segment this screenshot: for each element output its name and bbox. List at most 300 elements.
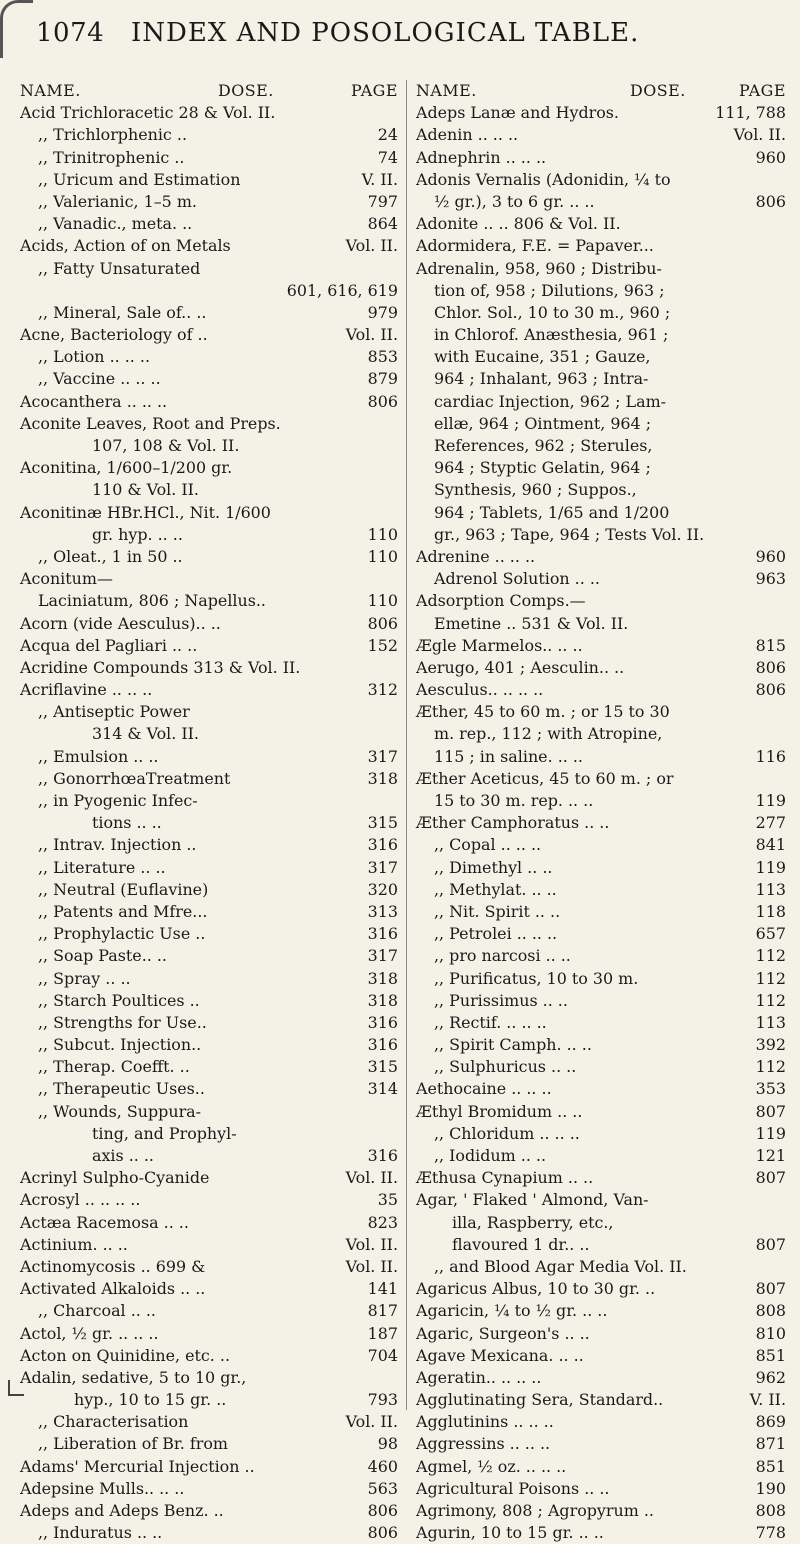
heading-page: PAGE	[350, 81, 398, 100]
entry-text: ,, Petrolei .. .. ..	[434, 924, 558, 944]
index-entry	[416, 1189, 786, 1211]
entry-text: 314 & Vol. II.	[92, 724, 199, 744]
entry-page: 119	[755, 791, 786, 810]
entry-page: 807	[755, 1168, 786, 1188]
index-entry	[20, 368, 398, 390]
index-entry	[20, 679, 398, 701]
index-entry	[20, 1101, 398, 1123]
index-entry	[416, 968, 786, 990]
index-entry	[416, 590, 786, 612]
entry-page: 110	[367, 591, 398, 611]
entry-text: Æther Camphoratus .. ..	[416, 813, 610, 833]
entry-text: ,, Starch Poultices ..	[38, 990, 200, 1010]
index-entry	[416, 324, 786, 346]
entry-page: 704	[367, 1345, 398, 1365]
entry-page: 111, 788	[715, 103, 786, 123]
entry-text: illa, Raspberry, etc.,	[452, 1212, 614, 1232]
index-entry	[20, 857, 398, 879]
left-entries	[20, 102, 398, 1544]
index-entry	[416, 879, 786, 901]
entry-page: 110	[367, 524, 398, 544]
index-entry	[416, 834, 786, 856]
index-entry	[20, 435, 398, 457]
index-entry	[20, 1189, 398, 1211]
entry-text: ,, Nit. Spirit .. ..	[434, 901, 561, 921]
entry-text: Agricultural Poisons .. ..	[416, 1478, 610, 1498]
entry-text: Actinomycosis .. 699 &	[20, 1256, 206, 1276]
entry-text: ,, Lotion .. .. ..	[38, 347, 151, 367]
entry-text: ,, Neutral (Euflavine)	[38, 879, 209, 899]
entry-page: Vol. II.	[345, 1168, 398, 1188]
index-entry	[20, 1056, 398, 1078]
index-entry	[20, 1278, 398, 1300]
entry-text: Æthusa Cynapium .. ..	[416, 1168, 594, 1188]
entry-text: Aconitinæ HBr.HCl., Nit. 1/600	[20, 502, 271, 522]
entry-text: Agar, ' Flaked ' Almond, Van-	[416, 1190, 649, 1210]
entry-page: 960	[755, 147, 786, 167]
entry-page: 316	[367, 1012, 398, 1032]
index-entry	[416, 280, 786, 302]
index-entry	[416, 258, 786, 280]
entry-text: Ægle Marmelos.. .. ..	[416, 635, 583, 655]
entry-text: ,, Spray .. ..	[38, 968, 131, 988]
entry-page: 24	[377, 125, 398, 145]
entry-page: 316	[367, 1146, 398, 1165]
index-entry	[20, 502, 398, 524]
entry-page: Vol. II.	[345, 1234, 398, 1254]
entry-text: Aggressins .. .. ..	[416, 1434, 551, 1454]
entry-text: ,, Uricum and Estimation	[38, 169, 241, 189]
index-entry	[20, 1367, 398, 1389]
entry-text: Acrosyl .. .. .. ..	[20, 1190, 141, 1210]
page-corner-mark-bottom	[8, 1380, 24, 1396]
entry-page: 318	[367, 968, 398, 988]
index-entry	[20, 1522, 398, 1544]
entry-text: Synthesis, 960 ; Suppos.,	[434, 480, 637, 500]
entry-text: ,, Trinitrophenic ..	[38, 147, 185, 167]
index-entry	[416, 635, 786, 657]
index-entry	[416, 546, 786, 568]
index-entry	[416, 169, 786, 191]
index-entry	[20, 1345, 398, 1367]
entry-text: 107, 108 & Vol. II.	[92, 436, 240, 455]
entry-page: 315	[367, 1057, 398, 1077]
entry-text: tion of, 958 ; Dilutions, 963 ;	[434, 280, 665, 300]
entry-text: ,, Patents and Mfre...	[38, 901, 208, 921]
entry-page: 320	[367, 879, 398, 899]
entry-text: gr. hyp. .. ..	[92, 524, 183, 544]
entry-text: ½ gr.), 3 to 6 gr. .. ..	[434, 191, 595, 211]
entry-text: 110 & Vol. II.	[92, 480, 199, 500]
index-entry	[20, 879, 398, 901]
entry-page: 806	[755, 680, 786, 700]
entry-text: Agaric, Surgeon's .. ..	[416, 1323, 590, 1343]
index-entry	[20, 1078, 398, 1100]
index-entry	[20, 147, 398, 169]
index-entry	[20, 590, 398, 612]
index-entry	[20, 1389, 398, 1411]
entry-page: 815	[755, 635, 786, 655]
index-entry	[20, 701, 398, 723]
entry-text: ,, Wounds, Suppura-	[38, 1101, 202, 1121]
entry-page: 316	[367, 924, 398, 944]
entry-text: Adrenol Solution .. ..	[434, 569, 600, 589]
entry-page: V. II.	[749, 1390, 786, 1410]
index-entry	[416, 1478, 786, 1500]
entry-page: 962	[755, 1367, 786, 1387]
entry-text: Æther, 45 to 60 m. ; or 15 to 30	[416, 702, 670, 722]
index-entry	[20, 746, 398, 768]
index-entry	[416, 1256, 786, 1278]
index-entry	[416, 945, 786, 967]
left-column-headings	[20, 80, 398, 102]
entry-page: 864	[367, 214, 398, 234]
entry-page: 113	[755, 879, 786, 899]
entry-text: Adrenine .. .. ..	[416, 546, 536, 566]
entry-page: Vol. II.	[345, 1256, 398, 1276]
entry-text: Aesculus.. .. .. ..	[416, 680, 544, 700]
entry-text: Actinium. .. ..	[20, 1234, 128, 1254]
entry-page: 460	[367, 1456, 398, 1476]
heading-page: PAGE	[738, 81, 786, 100]
entry-page: 98	[377, 1434, 398, 1454]
entry-page: 315	[367, 813, 398, 833]
entry-page: 112	[755, 990, 786, 1010]
index-entry	[20, 768, 398, 790]
entry-text: Acid Trichloracetic 28 & Vol. II.	[20, 103, 276, 123]
index-entry	[20, 1212, 398, 1234]
index-entry	[416, 1101, 786, 1123]
heading-name: NAME.	[416, 81, 477, 100]
entry-page: 979	[367, 302, 398, 322]
entry-page: 807	[755, 1279, 786, 1299]
entry-text: ,, Charcoal .. ..	[38, 1301, 156, 1321]
index-entry	[416, 1167, 786, 1189]
entry-page: 807	[755, 1101, 786, 1121]
entry-page: 806	[755, 191, 786, 211]
entry-text: Acqua del Pagliari .. ..	[20, 635, 198, 655]
entry-text: Adams' Mercurial Injection ..	[20, 1456, 255, 1476]
entry-text: Chlor. Sol., 10 to 30 m., 960 ;	[434, 302, 671, 322]
entry-text: References, 962 ; Sterules,	[434, 436, 653, 455]
entry-page: 806	[367, 613, 398, 633]
index-entry	[416, 524, 786, 546]
index-entry	[416, 1389, 786, 1411]
entry-page: Vol. II.	[345, 236, 398, 256]
entry-page: 817	[367, 1301, 398, 1321]
index-entry	[416, 1145, 786, 1167]
entry-page: 793	[367, 1390, 398, 1410]
index-entry	[416, 302, 786, 324]
entry-text: Adeps Lanæ and Hydros.	[416, 103, 619, 123]
entry-text: 115 ; in saline. .. ..	[434, 746, 583, 766]
page-title: INDEX AND POSOLOGICAL TABLE.	[131, 18, 640, 48]
index-entry	[416, 1212, 786, 1234]
index-entry	[20, 524, 398, 546]
entry-page: 317	[367, 946, 398, 966]
index-entry	[20, 990, 398, 1012]
entry-text: ,, and Blood Agar Media Vol. II.	[434, 1256, 687, 1276]
left-column	[20, 80, 398, 1544]
entry-page: 187	[367, 1323, 398, 1343]
index-entry	[416, 901, 786, 923]
entry-page: 317	[367, 746, 398, 766]
entry-text: Actol, ½ gr. .. .. ..	[20, 1323, 159, 1343]
entry-page: 807	[755, 1234, 786, 1254]
index-entry	[20, 169, 398, 191]
index-entry	[20, 1500, 398, 1522]
index-entry	[20, 302, 398, 324]
entry-page: 851	[755, 1456, 786, 1476]
entry-text: Adeps and Adeps Benz. ..	[20, 1501, 224, 1520]
entry-page: Vol. II.	[345, 1412, 398, 1432]
index-entry	[20, 346, 398, 368]
entry-page: 35	[377, 1190, 398, 1210]
index-entry	[20, 102, 398, 124]
index-entry	[20, 280, 398, 302]
entry-page: 392	[755, 1035, 786, 1055]
index-entry	[416, 213, 786, 235]
entry-page: 318	[367, 990, 398, 1010]
entry-text: ,, Strengths for Use..	[38, 1012, 207, 1032]
entry-text: ,, Subcut. Injection..	[38, 1035, 202, 1055]
entry-text: Agrimony, 808 ; Agropyrum ..	[416, 1501, 654, 1520]
entry-text: Acton on Quinidine, etc. ..	[20, 1345, 231, 1365]
entry-text: ,, Antiseptic Power	[38, 702, 190, 722]
entry-text: cardiac Injection, 962 ; Lam-	[434, 391, 667, 411]
entry-page: 316	[367, 1035, 398, 1055]
entry-page: 112	[755, 968, 786, 988]
entry-text: Acocanthera .. .. ..	[20, 391, 168, 411]
entry-text: gr., 963 ; Tape, 964 ; Tests Vol. II.	[434, 524, 705, 544]
index-entry	[416, 235, 786, 257]
index-entry	[20, 1234, 398, 1256]
entry-text: ,, Rectif. .. .. ..	[434, 1012, 547, 1032]
index-entry	[416, 679, 786, 701]
entry-text: Ageratin.. .. .. ..	[416, 1367, 542, 1387]
index-entry	[20, 1300, 398, 1322]
entry-text: Agave Mexicana. .. ..	[416, 1345, 584, 1365]
entry-text: flavoured 1 dr.. ..	[452, 1234, 590, 1254]
entry-page: 141	[367, 1279, 398, 1299]
entry-text: ,, Vanadic., meta. ..	[38, 214, 193, 234]
entry-text: 601, 616, 619	[286, 280, 398, 300]
index-entry	[416, 191, 786, 213]
heading-dose: DOSE.	[629, 81, 686, 100]
entry-text: ,, Trichlorphenic ..	[38, 125, 187, 145]
entry-text: ,, Sulphuricus .. ..	[434, 1057, 577, 1077]
entry-text: Aethocaine .. .. ..	[416, 1079, 552, 1099]
index-entry	[20, 1456, 398, 1478]
entry-text: ,, Valerianic, 1–5 m.	[38, 191, 197, 211]
entry-text: m. rep., 112 ; with Atropine,	[434, 724, 663, 744]
entry-text: ,, Dimethyl .. ..	[434, 857, 553, 877]
index-entry	[416, 657, 786, 679]
entry-page: 118	[755, 901, 786, 921]
entry-text: axis .. ..	[92, 1146, 154, 1165]
entry-text: Actæa Racemosa .. ..	[20, 1212, 189, 1232]
entry-text: Laciniatum, 806 ; Napellus..	[38, 591, 266, 611]
entry-text: ,, Oleat., 1 in 50 ..	[38, 546, 183, 566]
index-entry	[416, 812, 786, 834]
entry-page: 871	[755, 1434, 786, 1454]
index-entry	[20, 1034, 398, 1056]
entry-page: 112	[755, 946, 786, 966]
entry-text: ,, Methylat. .. ..	[434, 879, 557, 899]
entry-text: hyp., 10 to 15 gr. ..	[74, 1390, 227, 1410]
entry-text: Agmel, ½ oz. .. .. ..	[416, 1456, 567, 1476]
entry-text: ,, Literature .. ..	[38, 857, 166, 877]
index-entry	[416, 124, 786, 146]
index-entry	[416, 1300, 786, 1322]
entry-text: Acids, Action of on Metals	[20, 236, 231, 256]
entry-text: ,, Purificatus, 10 to 30 m.	[434, 968, 639, 988]
entry-page: 808	[755, 1501, 786, 1520]
index-entry	[20, 723, 398, 745]
entry-text: with Eucaine, 351 ; Gauze,	[434, 347, 651, 367]
index-entry	[20, 324, 398, 346]
index-entry	[20, 613, 398, 635]
entry-text: Agurin, 10 to 15 gr. .. ..	[416, 1523, 604, 1543]
entry-page: 797	[367, 191, 398, 211]
entry-text: Adormidera, F.E. = Papaver...	[416, 236, 654, 256]
right-entries	[416, 102, 786, 1544]
index-entry	[416, 435, 786, 457]
entry-text: Aconitum—	[20, 569, 113, 589]
column-divider	[406, 80, 407, 1410]
entry-text: 15 to 30 m. rep. .. ..	[434, 791, 594, 810]
index-entry	[416, 147, 786, 169]
entry-text: Æthyl Bromidum .. ..	[416, 1101, 583, 1121]
entry-text: 964 ; Tablets, 1/65 and 1/200	[434, 502, 670, 522]
index-entry	[416, 1500, 786, 1522]
index-entry	[20, 258, 398, 280]
index-entry	[20, 413, 398, 435]
entry-page: 806	[367, 1523, 398, 1543]
index-entry	[20, 1123, 398, 1145]
index-entry	[416, 1323, 786, 1345]
index-entry	[20, 1411, 398, 1433]
entry-page: 853	[367, 347, 398, 367]
entry-page: 312	[367, 680, 398, 700]
entry-text: ,, Mineral, Sale of.. ..	[38, 302, 207, 322]
entry-text: ,, Spirit Camph. .. ..	[434, 1035, 592, 1055]
entry-page: 318	[367, 768, 398, 788]
index-entry	[416, 457, 786, 479]
entry-text: ,, Therap. Coefft. ..	[38, 1057, 190, 1077]
page-header	[36, 18, 776, 52]
entry-text: Acorn (vide Aesculus).. ..	[20, 613, 221, 633]
entry-text: Adrenalin, 958, 960 ; Distribu-	[416, 258, 662, 278]
index-entry	[20, 901, 398, 923]
entry-text: ,, Characterisation	[38, 1412, 189, 1432]
index-entry	[20, 1167, 398, 1189]
entry-text: ellæ, 964 ; Ointment, 964 ;	[434, 413, 652, 433]
index-entry	[20, 1433, 398, 1455]
entry-text: Agaricus Albus, 10 to 30 gr. ..	[416, 1279, 656, 1299]
index-entry	[416, 613, 786, 635]
page-number: 1074	[36, 18, 105, 48]
index-entry	[20, 945, 398, 967]
entry-page: 960	[755, 546, 786, 566]
entry-page: 112	[755, 1057, 786, 1077]
entry-text: ,, in Pyogenic Infec-	[38, 791, 198, 810]
entry-text: Activated Alkaloids .. ..	[20, 1279, 206, 1299]
index-entry	[416, 391, 786, 413]
heading-dose: DOSE.	[217, 81, 274, 100]
entry-page: 823	[367, 1212, 398, 1232]
index-entry	[416, 1078, 786, 1100]
index-entry	[416, 1345, 786, 1367]
entry-text: Adepsine Mulls.. .. ..	[20, 1478, 185, 1498]
entry-page: 869	[755, 1412, 786, 1432]
entry-page: 121	[755, 1146, 786, 1165]
index-entry	[416, 346, 786, 368]
index-entry	[20, 968, 398, 990]
index-entry	[416, 502, 786, 524]
index-entry	[20, 834, 398, 856]
index-entry	[416, 1234, 786, 1256]
index-entry	[20, 1323, 398, 1345]
entry-page: 806	[755, 657, 786, 677]
index-entry	[416, 1411, 786, 1433]
entry-page: 317	[367, 857, 398, 877]
entry-text: Æther Aceticus, 45 to 60 m. ; or	[416, 768, 674, 788]
entry-text: ,, Fatty Unsaturated	[38, 258, 201, 278]
entry-page: V. II.	[361, 169, 398, 189]
entry-text: Adonis Vernalis (Adonidin, ¼ to	[416, 169, 671, 189]
entry-text: ting, and Prophyl-	[92, 1123, 237, 1143]
index-entry	[20, 1256, 398, 1278]
index-entry	[20, 1478, 398, 1500]
entry-text: ,, pro narcosi .. ..	[434, 946, 571, 966]
index-entry	[20, 790, 398, 812]
index-entry	[416, 1034, 786, 1056]
entry-page: 152	[367, 635, 398, 655]
entry-page: 277	[755, 813, 786, 833]
entry-page: 313	[367, 901, 398, 921]
index-entry	[416, 568, 786, 590]
entry-text: ,, Iodidum .. ..	[434, 1146, 547, 1165]
index-entry	[416, 923, 786, 945]
entry-text: 964 ; Styptic Gelatin, 964 ;	[434, 458, 651, 478]
index-entry	[416, 479, 786, 501]
entry-page: 806	[367, 391, 398, 411]
index-entry	[416, 768, 786, 790]
entry-text: Adnephrin .. .. ..	[416, 147, 547, 167]
index-entry	[416, 723, 786, 745]
index-entry	[416, 1433, 786, 1455]
entry-text: tions .. ..	[92, 813, 162, 833]
entry-page: 563	[367, 1478, 398, 1498]
heading-name: NAME.	[20, 81, 81, 100]
index-entry	[20, 1145, 398, 1167]
index-entry	[416, 1522, 786, 1544]
entry-text: ,, Chloridum .. .. ..	[434, 1123, 580, 1143]
entry-page: 879	[367, 369, 398, 389]
entry-text: ,, GonorrhœaTreatment	[38, 768, 231, 788]
index-entry	[20, 568, 398, 590]
index-entry	[20, 1012, 398, 1034]
index-entry	[20, 191, 398, 213]
entry-page: 110	[367, 546, 398, 566]
entry-text: ,, Vaccine .. .. ..	[38, 369, 161, 389]
index-entry	[416, 1278, 786, 1300]
index-entry	[20, 635, 398, 657]
entry-page: 810	[755, 1323, 786, 1343]
entry-text: Acrinyl Sulpho-Cyanide	[20, 1168, 210, 1188]
index-entry	[20, 213, 398, 235]
